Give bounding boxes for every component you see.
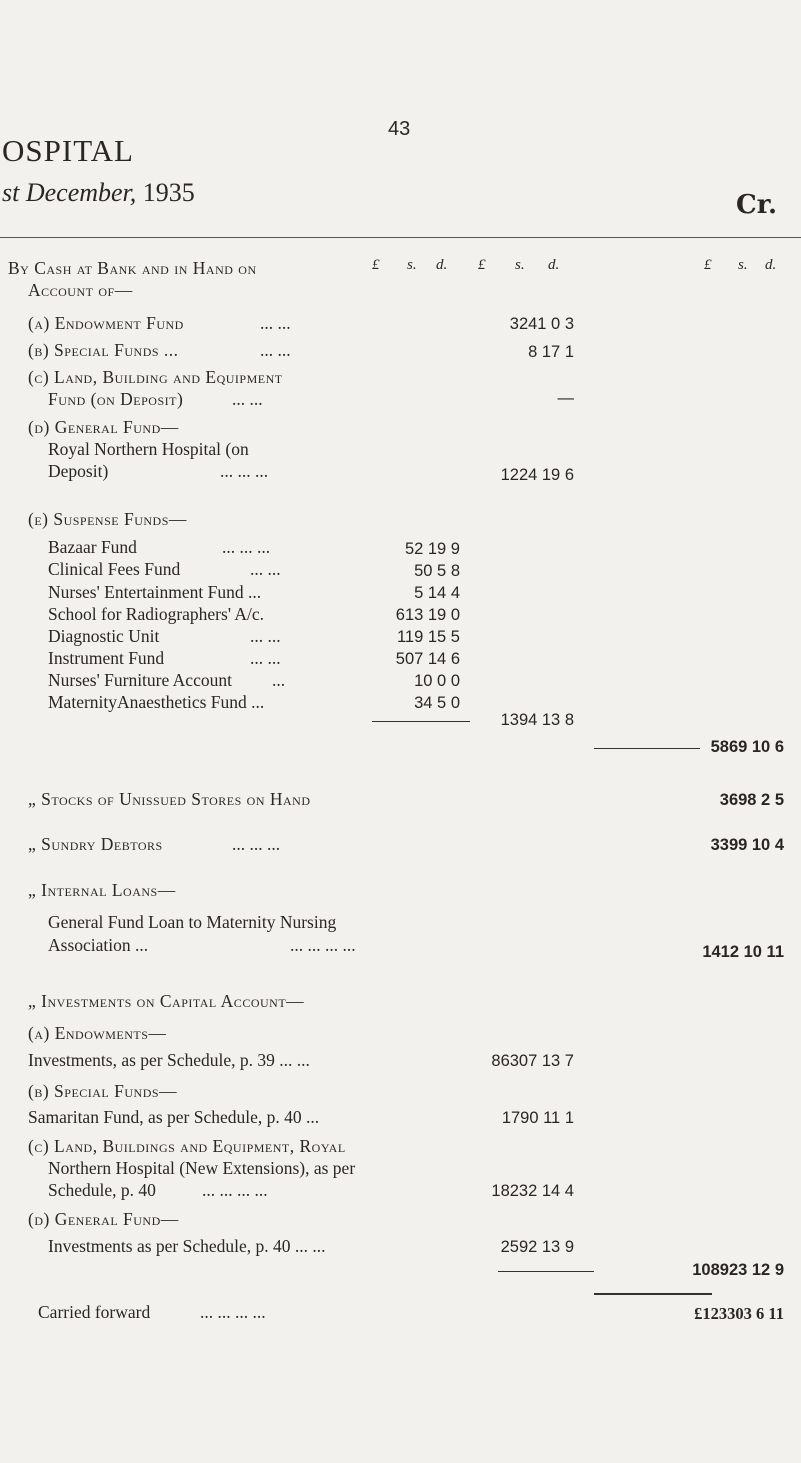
carried-forward-label: Carried forward bbox=[38, 1302, 151, 1322]
header-rule bbox=[0, 237, 801, 238]
endowment-fund-amount: 3241 0 3 bbox=[509, 315, 574, 333]
general-fund-label-cont2: Deposit) bbox=[48, 461, 109, 481]
land-buildings-line-cont: Northern Hospital (New Extensions), as per bbox=[48, 1158, 356, 1178]
suspense-subtotal-rule bbox=[372, 721, 470, 722]
investments-total: 108923 12 9 bbox=[692, 1261, 784, 1279]
land-buildings-line-cont2: Schedule, p. 40 bbox=[48, 1180, 156, 1200]
suspense-item-amount: 613 19 0 bbox=[395, 606, 460, 624]
suspense-item-amount: 10 0 0 bbox=[414, 672, 460, 690]
general-fund-inv-amount: 2592 13 9 bbox=[500, 1238, 574, 1256]
general-fund-amount: 1224 19 6 bbox=[500, 466, 574, 484]
investments-heading: „ Investments on Capital Account— bbox=[28, 991, 305, 1011]
land-building-dots: ... ... bbox=[232, 389, 263, 409]
suspense-item-amount: 52 19 9 bbox=[404, 540, 460, 558]
special-funds-heading: (b) Special Funds— bbox=[28, 1081, 178, 1101]
suspense-item-dots: ... ... bbox=[250, 559, 281, 579]
suspense-item-label: Bazaar Fund bbox=[48, 537, 137, 557]
land-buildings-line: (c) Land, Buildings and Equipment, Royal bbox=[28, 1136, 346, 1156]
special-funds-dots: ... ... bbox=[260, 340, 291, 360]
date-prefix: st bbox=[2, 178, 20, 207]
general-fund-inv-line: Investments as per Schedule, p. 40 ... ... bbox=[48, 1236, 326, 1256]
special-funds-amount: 8 17 1 bbox=[528, 343, 574, 361]
carried-forward-dots: ... ... ... ... bbox=[200, 1302, 266, 1322]
land-building-amount: — bbox=[557, 389, 574, 407]
endowment-fund-label: (a) Endowment Fund bbox=[28, 313, 184, 333]
suspense-item-amount: 5 14 4 bbox=[414, 584, 460, 602]
currency-shilling-3: s. bbox=[738, 257, 748, 273]
endowments-line: Investments, as per Schedule, p. 39 ... ... bbox=[28, 1050, 310, 1070]
internal-loans-heading: „ Internal Loans— bbox=[28, 880, 176, 900]
suspense-item-label: Diagnostic Unit bbox=[48, 626, 160, 646]
endowments-amount: 86307 13 7 bbox=[491, 1052, 574, 1070]
suspense-item-dots: ... ... ... bbox=[222, 537, 271, 557]
suspense-item-amount: 119 15 5 bbox=[396, 628, 460, 646]
debtors-dots: ... ... ... bbox=[232, 834, 281, 854]
stocks-amount: 3698 2 5 bbox=[719, 791, 784, 809]
internal-loan-amount: 1412 10 11 bbox=[702, 943, 784, 961]
grand-total-rule bbox=[594, 1293, 712, 1295]
land-buildings-dots: ... ... ... ... bbox=[202, 1180, 268, 1200]
endowment-fund-dots: ... ... bbox=[260, 313, 291, 333]
cash-heading: By Cash at Bank and in Hand on bbox=[8, 258, 257, 278]
investments-total-rule bbox=[498, 1271, 594, 1272]
suspense-item-label: School for Radiographers' A/c. bbox=[48, 604, 265, 624]
suspense-item-dots: ... bbox=[272, 670, 286, 690]
internal-loan-line: General Fund Loan to Maternity Nursing bbox=[48, 912, 337, 932]
carried-forward-amount: £123303 6 11 bbox=[694, 1304, 784, 1323]
general-fund-label: (d) General Fund— bbox=[28, 417, 179, 437]
statement-date bbox=[2, 178, 195, 208]
suspense-item-label: Instrument Fund bbox=[48, 648, 165, 668]
suspense-item-amount: 34 5 0 bbox=[414, 694, 460, 712]
suspense-subtotal: 1394 13 8 bbox=[500, 711, 574, 729]
currency-pound-1: £ bbox=[372, 257, 380, 273]
suspense-item-label: Clinical Fees Fund bbox=[48, 559, 181, 579]
cash-total: 5869 10 6 bbox=[710, 738, 784, 756]
suspense-item-amount: 507 14 6 bbox=[395, 650, 460, 668]
general-fund-dots: ... ... ... bbox=[220, 461, 269, 481]
currency-pence-1: d. bbox=[436, 257, 448, 273]
date-year: 1935 bbox=[142, 178, 195, 207]
internal-loan-dots: ... ... ... ... bbox=[290, 935, 356, 955]
suspense-item-dots: ... ... bbox=[250, 626, 281, 646]
page-number: 43 bbox=[388, 118, 411, 140]
currency-pence-2: d. bbox=[548, 257, 560, 273]
currency-shilling-1: s. bbox=[407, 257, 417, 273]
suspense-item-dots: ... ... bbox=[250, 648, 281, 668]
currency-pence-3: d. bbox=[765, 257, 777, 273]
land-building-label: (c) Land, Building and Equipment bbox=[28, 367, 283, 387]
general-fund-inv-heading: (d) General Fund— bbox=[28, 1209, 179, 1229]
special-funds-label: (b) Special Funds ... bbox=[28, 340, 179, 360]
internal-loan-line-cont: Association ... bbox=[48, 935, 149, 955]
endowments-heading: (a) Endowments— bbox=[28, 1023, 167, 1043]
stocks-label: „ Stocks of Unissued Stores on Hand bbox=[28, 789, 311, 809]
suspense-item-amount: 50 5 8 bbox=[414, 562, 460, 580]
land-buildings-amount: 18232 14 4 bbox=[491, 1182, 574, 1200]
currency-pound-3: £ bbox=[704, 257, 712, 273]
special-funds-inv-amount: 1790 11 1 bbox=[501, 1109, 574, 1127]
debtors-label: „ Sundry Debtors bbox=[28, 834, 163, 854]
currency-shilling-2: s. bbox=[515, 257, 525, 273]
suspense-item-label: Nurses' Entertainment Fund ... bbox=[48, 582, 262, 602]
credit-side-label: Cr. bbox=[736, 190, 778, 220]
cash-heading-cont: Account of— bbox=[28, 280, 133, 300]
special-funds-line: Samaritan Fund, as per Schedule, p. 40 ... bbox=[28, 1107, 320, 1127]
page-title: OSPITAL bbox=[2, 133, 134, 168]
currency-pound-2: £ bbox=[478, 257, 486, 273]
land-building-label-cont: Fund (on Deposit) bbox=[48, 389, 184, 409]
suspense-funds-heading: (e) Suspense Funds— bbox=[28, 509, 187, 529]
suspense-item-label: Nurses' Furniture Account bbox=[48, 670, 232, 690]
debtors-amount: 3399 10 4 bbox=[710, 836, 784, 854]
general-fund-label-cont: Royal Northern Hospital (on bbox=[48, 439, 249, 459]
suspense-item-label: MaternityAnaesthetics Fund ... bbox=[48, 692, 265, 712]
date-month: December, bbox=[25, 178, 137, 207]
